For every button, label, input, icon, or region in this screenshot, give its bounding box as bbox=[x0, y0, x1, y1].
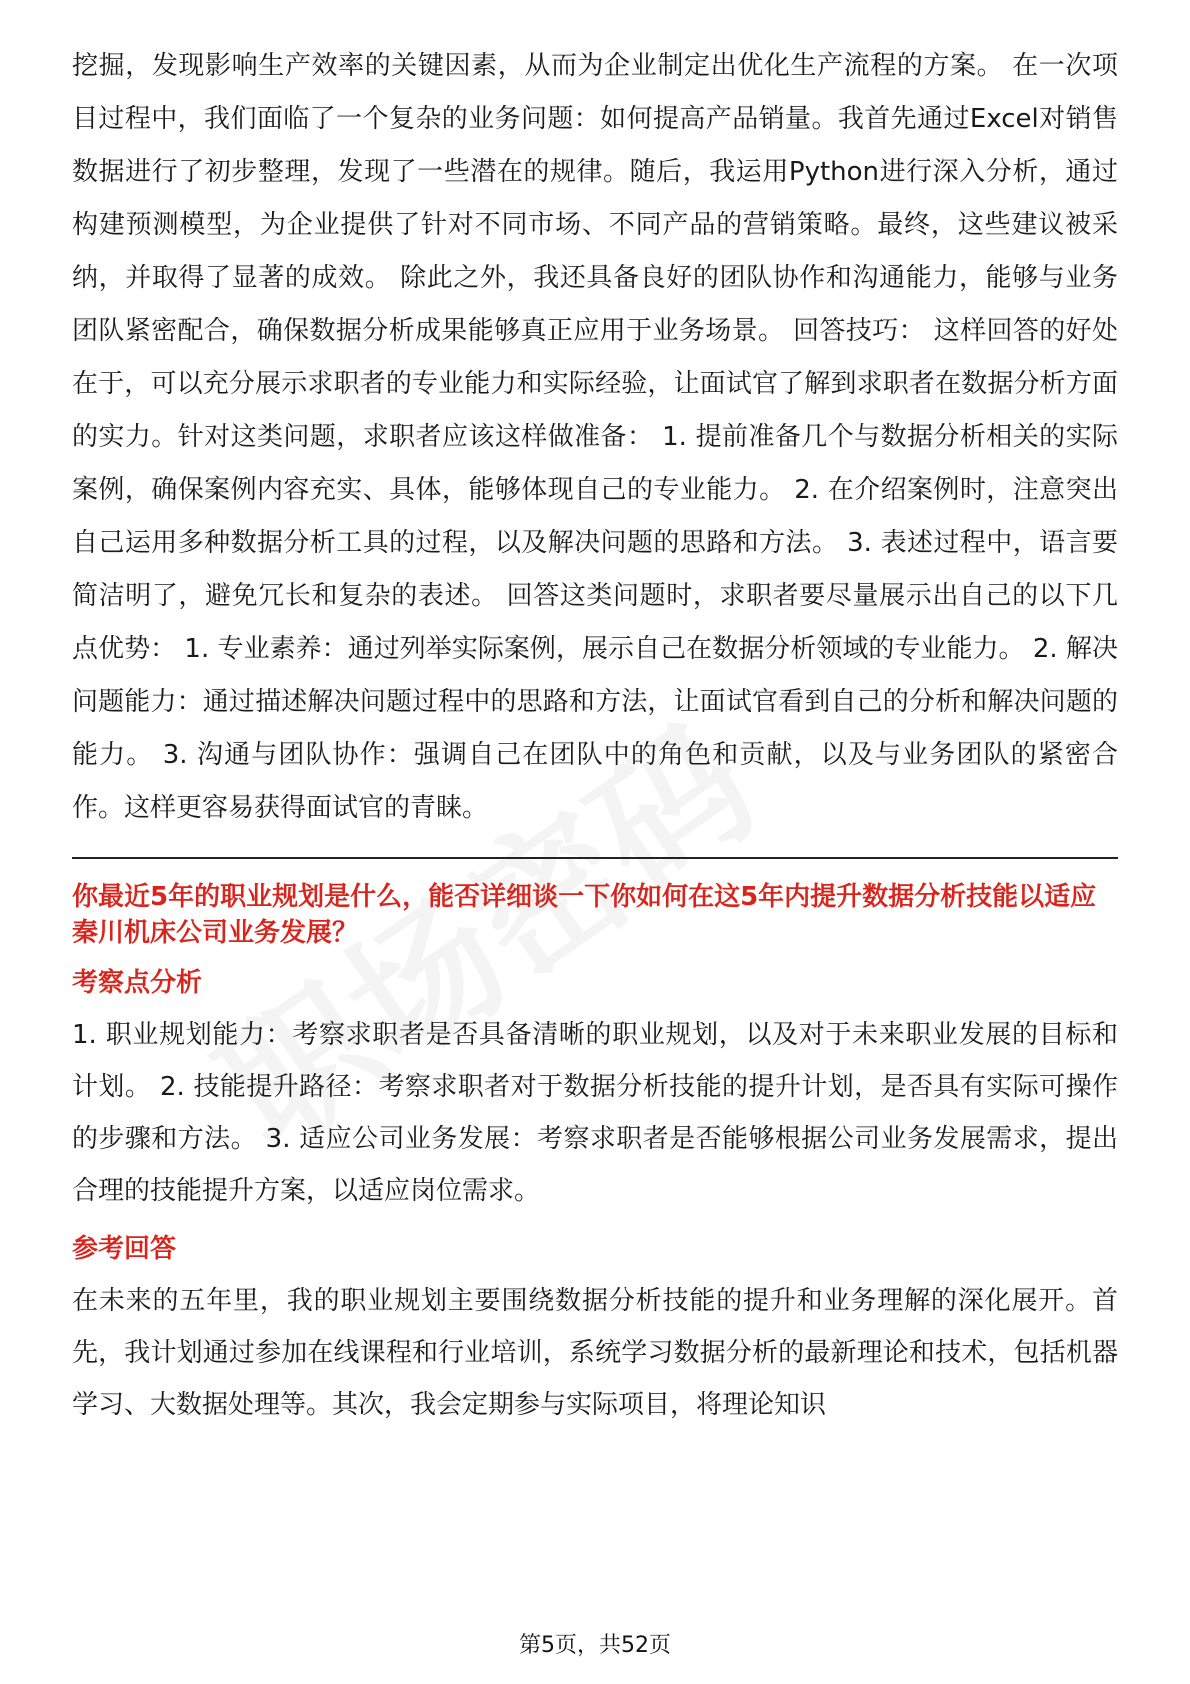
analysis-title: 考察点分析 bbox=[72, 968, 203, 998]
document-page bbox=[72, 40, 1118, 1431]
section-divider bbox=[72, 857, 1118, 859]
question-heading: 你最近5年的职业规划是什么，能否详细谈一下你如何在这5年内提升数据分析技能以适应秦川机床公司业务发展？ bbox=[72, 882, 1097, 948]
body-paragraph: 挖掘，发现影响生产效率的关键因素，从而为企业制定出优化生产流程的方案。 在一次项目过程中，我们面临了一个复杂的业务问题：如何提高产品销量。我首先通过Excel对销售数据进行了初步整理，发现了一些潜在的规律。随后，我运用Python进行深入分析，通过构建预测模型，为企业提供了针对不同市场、不同产品的营销策略。最终，这些建议被采纳，并取得了显著的成效。 除此之外，我还具备良好的团队协作和沟通能力，能够与业务团队紧密配合，确保数据分析成果能够真正应用于业务场景。 回答技巧： 这样回答的好处在于，可以充分展示求职者的专业能力和实际经验，让面试官了解到求职者在数据分析方面的实力。针对这类问题，求职者应该这样做准备： 1. 提前准备几个与数据分析相关的实际案例，确保案例内容充实、具体，能够体现自己的专业能力。 2. 在介绍案例时，注意突出自己运用多种数据分析工具的过程，以及解决问题的思路和方法。 3. 表述过程中，语言要简洁明了，避免冗长和复杂的表述。 回答这类问题时，求职者要尽量展示出自己的以下几点优势： 1. 专业素养：通过列举实际案例，展示自己在数据分析领域的专业能力。 2. 解决问题能力：通过描述解决问题过程中的思路和方法，让面试官看到自己的分析和解决问题的能力。 3. 沟通与团队协作：强调自己在团队中的角色和贡献，以及与业务团队的紧密合作。这样更容易获得面试官的青睐。 bbox=[72, 51, 1118, 823]
analysis-paragraph: 1. 职业规划能力：考察求职者是否具备清晰的职业规划，以及对于未来职业发展的目标和计划。 2. 技能提升路径：考察求职者对于数据分析技能的提升计划，是否具有实际可操作的步骤和方法。 3. 适应公司业务发展：考察求职者是否能够根据公司业务发展需求，提出合理的技能提升方案，以适应岗位需求。 bbox=[72, 1020, 1118, 1206]
answer-paragraph: 在未来的五年里，我的职业规划主要围绕数据分析技能的提升和业务理解的深化展开。首先，我计划通过参加在线课程和行业培训，系统学习数据分析的最新理论和技术，包括机器学习、大数据处理等。其次，我会定期参与实际项目，将理论知识 bbox=[72, 1286, 1118, 1420]
answer-title: 参考回答 bbox=[72, 1234, 177, 1264]
page-number: 第5页，共52页 bbox=[519, 1633, 671, 1658]
